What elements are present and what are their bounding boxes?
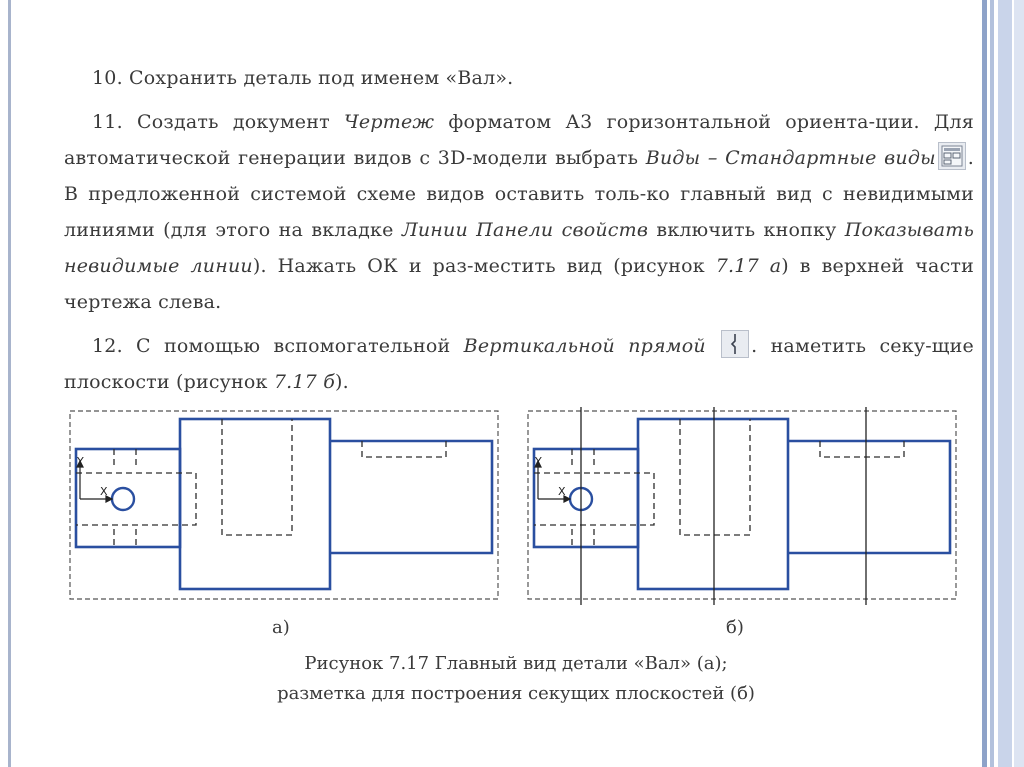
shaft-outline-b — [534, 419, 950, 589]
figure-7-17 — [66, 405, 966, 705]
paragraph-12-text: ). — [335, 371, 349, 393]
paragraph-12 — [64, 328, 974, 400]
figure-ref-a: 7.17 а — [715, 255, 782, 277]
term-show-hidden-lines: Показывать невидимые линии — [64, 219, 975, 277]
paragraph-11-text: . В предложенной системой схеме видов оставить толь-ко главный вид с невидимыми линиями (для этого на вкладке — [64, 147, 974, 241]
cutting-planes-b — [581, 407, 866, 605]
paragraph-11-text: 11. Создать документ — [92, 111, 345, 133]
paragraph-12-text: . наметить секу-щие плоскости (рисунок — [64, 335, 974, 393]
figure-drawings — [66, 405, 966, 615]
term-standard-views: Виды – Стандартные виды — [645, 147, 936, 169]
view-frame-a — [70, 411, 498, 599]
standard-views-icon — [938, 142, 966, 170]
term-vertical-line: Вертикальной прямой — [463, 335, 706, 357]
figure-caption-line-2: разметка для построения секущих плоскостей (б) — [277, 683, 755, 704]
axis-y-label-b: Y — [535, 455, 542, 468]
term-lines-panel: Линии Панели свойств — [401, 219, 649, 241]
axis-x-label-a: X — [100, 485, 108, 498]
shaft-outline-a — [76, 419, 492, 589]
figure-caption-line-1: Рисунок 7.17 Главный вид детали «Вал» (а); — [304, 653, 728, 674]
figure-label-a: а) — [272, 617, 290, 638]
document-page — [64, 60, 974, 400]
slide-frame-right — [980, 0, 1024, 767]
paragraph-11-text: ) в верхней части чертежа слева. — [64, 255, 975, 313]
paragraph-10-text: 10. Сохранить деталь под именем «Вал». — [92, 67, 514, 89]
paragraph-11 — [64, 104, 974, 320]
drawing-a — [70, 411, 498, 599]
view-frame-b — [528, 411, 956, 599]
hidden-lines-a — [76, 419, 446, 547]
hidden-lines-b — [534, 419, 904, 547]
vertical-line-icon — [721, 330, 749, 358]
axis-x-label-b: X — [558, 485, 566, 498]
figure-label-b: б) — [726, 617, 744, 638]
slide-frame-left-line — [8, 0, 11, 767]
paragraph-11-text: включить кнопку — [648, 219, 845, 241]
paragraph-11-text: форматом А3 горизонтальной ориента-ции. Для автоматической генерации видов с 3D-модели выбрать — [64, 111, 974, 169]
drawing-b — [528, 407, 956, 605]
paragraph-12-text: 12. С помощью вспомогательной — [92, 335, 464, 357]
axis-y-label-a: Y — [77, 455, 84, 468]
paragraph-10 — [64, 60, 974, 96]
term-drawing: Чертеж — [344, 111, 435, 133]
figure-ref-b: 7.17 б — [273, 371, 336, 393]
paragraph-11-text: ). Нажать ОК и раз-местить вид (рисунок — [252, 255, 716, 277]
center-hole-a — [112, 488, 134, 510]
